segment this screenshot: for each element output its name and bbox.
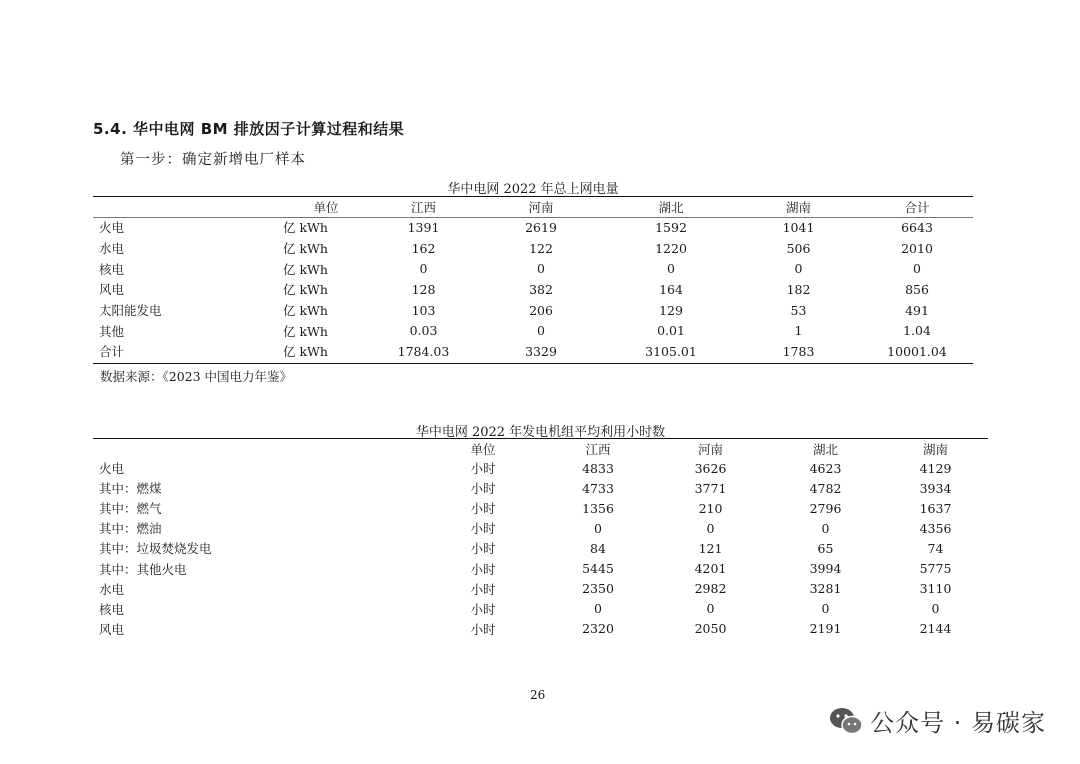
table1-unit-cell: 亿 kWh	[283, 220, 328, 236]
table1-value-cell: 1391	[407, 219, 440, 235]
table2-value-cell: 0	[931, 601, 940, 617]
table1-value-cell: 10001.04	[887, 343, 947, 359]
table2-header-cell: 湖北	[812, 442, 838, 457]
table2-value-cell: 4733	[582, 480, 614, 496]
table1-value-cell: 0	[913, 261, 921, 277]
table2-value-cell: 4782	[809, 480, 842, 496]
table1-unit-cell: 亿 kWh	[283, 344, 328, 360]
watermark	[828, 703, 1046, 738]
table2-row	[93, 498, 988, 518]
table1-value-cell: 206	[529, 302, 553, 318]
table1-value-cell: 1783	[782, 343, 815, 359]
table1-row-label: 太阳能发电	[99, 303, 162, 319]
table1-value-cell: 2010	[901, 240, 933, 256]
table1-unit-cell: 亿 kWh	[283, 241, 328, 257]
table2-header-cell	[93, 440, 423, 458]
table1-row-label: 水电	[99, 241, 125, 257]
table2-unit-cell: 小时	[470, 621, 496, 637]
table1-value-cell: 0	[419, 261, 428, 277]
table1-value-cell: 1041	[782, 219, 815, 235]
table2-value-cell: 0	[821, 601, 830, 617]
table2-row	[93, 619, 988, 639]
section-heading: 5.4. 华中电网 BM 排放因子计算过程和结果	[93, 120, 405, 138]
table1-unit-cell: 亿 kWh	[283, 282, 328, 298]
table1-value-cell: 0	[794, 261, 803, 277]
table1-value-cell: 0	[537, 261, 545, 277]
table2-row-label: 核电	[99, 601, 125, 617]
table2-row-label: 风电	[99, 621, 125, 637]
table2-value-cell: 3771	[694, 480, 727, 496]
table2-value-cell: 210	[698, 500, 723, 516]
table2-caption: 华中电网 2022 年发电机组平均利用小时数	[415, 425, 666, 440]
table1-value-cell: 1592	[655, 219, 687, 235]
table1-value-cell: 1220	[655, 240, 687, 256]
table1-row	[93, 238, 973, 259]
table2-row	[93, 579, 988, 599]
table1-value-cell: 856	[905, 281, 929, 297]
table2-value-cell: 0	[594, 520, 602, 536]
table2-row-label: 其中：其他火电	[99, 561, 187, 577]
table1-value-cell: 1784.03	[397, 343, 450, 359]
table2-value-cell: 0	[821, 520, 830, 536]
table2-row-label: 水电	[99, 581, 125, 597]
table1-value-cell: 0.01	[657, 323, 685, 339]
table1-value-cell: 122	[529, 240, 553, 256]
table1-value-cell: 128	[411, 281, 436, 297]
table1-value-cell: 3105.01	[645, 343, 697, 359]
table1-value-cell: 103	[411, 302, 436, 318]
table1-unit-cell: 亿 kWh	[283, 303, 328, 319]
table2-row	[93, 518, 988, 538]
table1-header-cell: 湖北	[658, 200, 684, 215]
table1-value-cell: 0	[537, 323, 545, 339]
table1-value-cell: 164	[659, 281, 683, 297]
table2-value-cell: 3110	[919, 581, 952, 597]
table2-top-rule	[93, 438, 988, 439]
table2-value-cell: 4356	[919, 520, 952, 536]
table2-value-cell: 74	[927, 540, 944, 556]
table2-header-cell: 江西	[585, 442, 611, 457]
table2-row-label: 火电	[99, 461, 125, 477]
table2-row-label: 其中：燃油	[99, 521, 162, 537]
table1-value-cell: 6643	[901, 219, 933, 235]
table2-unit-cell: 小时	[470, 541, 496, 557]
table1-value-cell: 129	[659, 302, 683, 318]
table2-value-cell: 0	[706, 520, 715, 536]
table2-header-row	[93, 440, 988, 458]
table2-value-cell: 4833	[582, 460, 614, 476]
table2-row-label: 其中：燃煤	[99, 481, 162, 497]
table1-value-cell: 491	[905, 302, 929, 318]
table1-header-row	[93, 197, 973, 217]
table1-value-cell: 162	[411, 240, 436, 256]
table1-row-label: 火电	[99, 220, 125, 236]
table2-unit-cell: 小时	[470, 581, 496, 597]
table1-header-cell: 单位	[313, 200, 339, 215]
table2-unit-cell: 小时	[470, 481, 496, 497]
table1-row	[93, 217, 973, 238]
table2-row	[93, 478, 988, 498]
table2-value-cell: 4129	[919, 460, 952, 476]
table2-value-cell: 4623	[809, 460, 842, 476]
table1-value-cell: 382	[529, 281, 553, 297]
table2-header-cell: 河南	[697, 442, 723, 457]
table2-row	[93, 458, 988, 478]
table2-value-cell: 65	[817, 540, 834, 556]
table1-row-label: 风电	[99, 282, 125, 298]
wechat-icon	[828, 706, 864, 736]
table2	[93, 440, 988, 639]
table2-value-cell: 2144	[919, 621, 952, 637]
table2-value-cell: 121	[698, 540, 723, 556]
table2-value-cell: 3994	[809, 561, 842, 577]
table2-value-cell: 2982	[694, 581, 727, 597]
table2-row	[93, 538, 988, 558]
table1-unit-cell: 亿 kWh	[283, 261, 328, 277]
table1-value-cell: 1	[794, 323, 803, 339]
table2-value-cell: 5445	[582, 561, 614, 577]
table1-header-cell: 合计	[904, 200, 930, 215]
table1-row	[93, 320, 973, 341]
table2-row-label: 其中：垃圾焚烧发电	[99, 541, 212, 557]
table2-header-cell: 湖南	[922, 442, 948, 457]
table2-unit-cell: 小时	[470, 521, 496, 537]
table1-row	[93, 300, 973, 321]
step-text: 第一步：确定新增电厂样本	[120, 152, 306, 168]
table1-value-cell: 0.03	[409, 323, 438, 339]
table2-value-cell: 2796	[809, 500, 842, 516]
table1-source: 数据来源：《2023 中国电力年鉴》	[100, 369, 293, 384]
table2-value-cell: 1356	[582, 500, 614, 516]
table2-row	[93, 558, 988, 578]
table1-value-cell: 506	[786, 240, 811, 256]
table2-value-cell: 2320	[582, 621, 614, 637]
table1-row-label: 其他	[99, 323, 125, 339]
table1-value-cell: 3329	[525, 343, 557, 359]
table2-value-cell: 2350	[582, 581, 614, 597]
table2-unit-cell: 小时	[470, 501, 496, 517]
table2-row-label: 其中：燃气	[99, 501, 162, 517]
table2-unit-cell: 小时	[470, 461, 496, 477]
table2-value-cell: 3281	[809, 581, 842, 597]
table1-value-cell: 2619	[525, 219, 557, 235]
table2-value-cell: 0	[594, 601, 602, 617]
table1-value-cell: 182	[786, 281, 811, 297]
table1-unit-cell: 亿 kWh	[283, 323, 328, 339]
table1-row-label: 合计	[99, 344, 125, 360]
table1-header-cell	[93, 197, 281, 217]
table1-value-cell: 53	[790, 302, 807, 318]
table1-bottom-rule	[93, 363, 973, 364]
table2-value-cell: 3934	[919, 480, 952, 496]
table1-value-cell: 1.04	[903, 323, 931, 339]
table1-row	[93, 258, 973, 279]
table2-value-cell: 2050	[694, 621, 727, 637]
table2-value-cell: 1637	[919, 500, 952, 516]
table2-header-cell: 单位	[470, 442, 496, 457]
page-number: 26	[530, 688, 546, 702]
table2-value-cell: 2191	[809, 621, 842, 637]
table1-row-label: 核电	[99, 261, 125, 277]
table1	[93, 197, 973, 362]
table2-row	[93, 599, 988, 619]
table2-value-cell: 84	[590, 540, 606, 556]
table2-value-cell: 0	[706, 601, 715, 617]
table2-unit-cell: 小时	[470, 601, 496, 617]
table1-header-cell: 河南	[528, 200, 554, 215]
table1-value-cell: 0	[667, 261, 675, 277]
table2-value-cell: 4201	[694, 561, 727, 577]
table1-header-cell: 湖南	[785, 200, 811, 215]
table1-caption: 华中电网 2022 年总上网电量	[447, 182, 619, 197]
table1-row	[93, 279, 973, 300]
table2-value-cell: 3626	[694, 460, 727, 476]
table1-row	[93, 341, 973, 362]
watermark-text: 公众号 · 易碳家	[870, 709, 1046, 737]
table2-unit-cell: 小时	[470, 561, 496, 577]
table1-header-cell: 江西	[410, 200, 436, 215]
table2-value-cell: 5775	[919, 561, 952, 577]
